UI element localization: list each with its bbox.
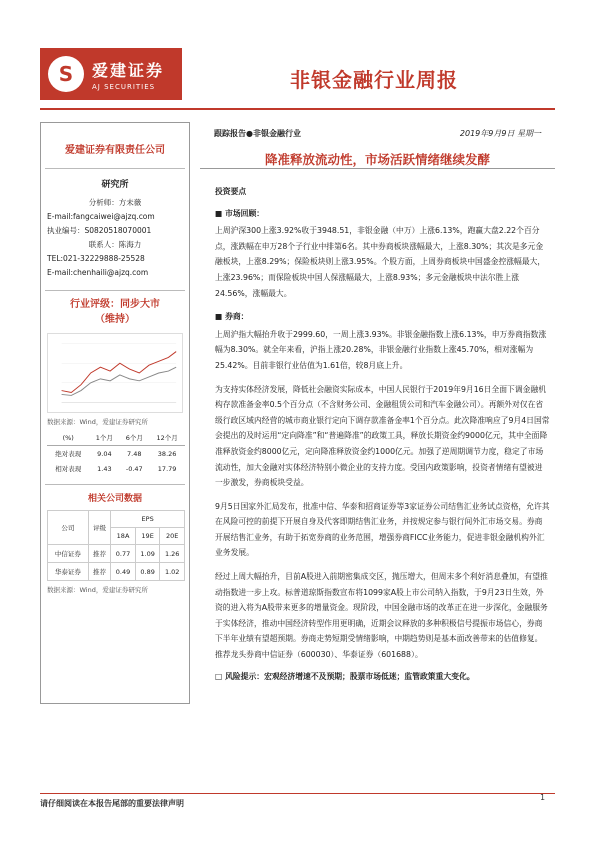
page-number: 1: [540, 793, 546, 802]
performance-chart: [47, 333, 183, 413]
headline-divider: [200, 168, 555, 169]
table-row: 相对表现 1.43 -0.47 17.79: [55, 464, 177, 473]
broker-title: ■ 券商：: [215, 312, 249, 322]
company-name: 爱建证券有限责任公司: [45, 123, 185, 169]
contact-person: 联系人：陈海力: [88, 240, 142, 249]
performance-table: (%) 1个月 6个月 12个月 绝对表现 9.04 7.48 38.26 相对表现 1.43 -0.47 17.79: [47, 430, 185, 476]
eps-source: 数据来源：Wind，爱建证券研究所: [47, 586, 148, 594]
points-title: 投资要点: [215, 187, 247, 196]
table-row: 中信证券 推荐 0.77 1.09 1.26: [48, 545, 185, 563]
analyst-name: 分析师：方未薇: [88, 198, 142, 207]
logo-name-en: AJ SECURITIES: [92, 82, 156, 91]
body-paragraph-1: 为支持实体经济发展，降低社会融资实际成本，中国人民银行于2019年9月16日全面下调金融机构存款准备金率0.5个百分点（不含财务公司、金融租赁公司和汽车金融公司）。再额外对仅在省级行政区域内经营的城市商业银行定向下调存款准备金率1个百分点。此次降准响应了9月4日国常会提出的及时运用“定向降准”和“普遍降准”的政策工具，释放长期资金约9000亿元，其中全面降准释放资金约8000亿元，定向降准释放资金约1000亿元。加强了逆周期调节力度，稳定了市场流动性，加大金融对实体经济特别小微企业的支持力度。受国内政策影响，投资者情绪有望被进一步激发，券商板块受益。: [215, 384, 550, 488]
table-row: 华泰证券 推荐 0.49 0.89 1.02: [48, 563, 185, 581]
license-number: 执业编号：S0820518070001: [47, 226, 152, 235]
body-paragraph-3: 经过上周大幅抬升，目前A股进入前期密集成交区，抛压增大，但周末多个利好消息叠加，有望推动指数进一步上攻。标普道琼斯指数宣布将1099家A股上市公司纳入指数，于9月23日生效，外资的进入将为A股带来更多的增量资金。现阶段，中国金融市场的改革正在进一步深化，金融服务于实体经济，推动中国经济转型作用更明确，近期会议释放的多种积极信号提振市场信心，券商下半年业绩有望超预期。券商走势短期受情绪影响，中期趋势则是基本面改善带来的估值修复。推荐龙头券商中信证券（600030）、华泰证券（601688）。: [215, 572, 548, 660]
report-title: 非银金融行业周报: [290, 68, 458, 92]
performance-line-b: [62, 367, 177, 395]
review-paragraph: 上周沪深300上涨3.92%收于3948.51，非银金融（中万）上涨6.13%，跑赢大盘2.22个百分点，涨跌幅在申万28个子行业中排第6名。其中券商板块涨幅最大，上涨8.30%；其次是多元金融板块，上涨8.29%；保险板块则上涨3.95%。个股方面，上周券商板块中国盛金控涨幅最大，上涨23.96%；而保险板块中国人保涨幅最大，上涨8.93%；多元金融板块中法尔胜上涨24.56%，涨幅最大。: [215, 226, 546, 298]
legal-disclaimer: 请仔细阅读在本报告尾部的重要法律声明: [40, 799, 184, 808]
logo-name-cn: 爱建证券: [92, 60, 165, 80]
related-company-title: 相关公司数据: [45, 484, 185, 504]
institute-label: 研究所: [101, 180, 129, 190]
table-row: 绝对表现 9.04 7.48 38.26: [55, 449, 177, 458]
review-title: ■ 市场回顾：: [215, 208, 265, 218]
chart-source: 数据来源：Wind，爱建证券研究所: [47, 418, 148, 426]
performance-chart-svg: [48, 334, 182, 412]
contact-email: E-mail:chenhaili@ajzq.com: [47, 268, 149, 277]
company-logo: [40, 48, 182, 100]
contact-tel: TEL:021-32229888-25528: [47, 254, 145, 263]
broker-paragraph: 上周沪指大幅抬升收于2999.60，一周上涨3.93%。非银金融指数上涨6.13%，申万券商指数涨幅为8.30%。就全年来看，沪指上涨20.28%，非银金融行业指数上涨45.70%，相对涨幅为25.42%。目前非银行业估值为1.61倍，较8月底上升。: [215, 329, 547, 370]
contact-block: [41, 190, 189, 284]
analyst-email: E-mail:fangcaiwei@ajzq.com: [47, 212, 155, 221]
sidebar: [40, 122, 190, 704]
report-headline: 降准释放流动性，市场活跃情绪继续发酵: [264, 152, 490, 167]
body-paragraph-2: 9月5日国家外汇局发布，批准中信、华泰和招商证券等3家证券公司结售汇业务试点资格，允许其在风险可控的前提下开展自身及代客即期结售汇业务，并按规定参与银行间外汇市场交易。券商开展结售汇业务，有助于拓宽券商的业务范围，增强券商FICC业务能力，促进非银金融机构外汇业务发展。: [215, 501, 550, 558]
eps-table: 公司 评级 EPS 18A 19E 20E 中信证券 推荐 0.77 1.09 1.26 华泰证券 推荐 0.49 0.89 1.02: [47, 510, 185, 581]
header-divider: [40, 108, 555, 110]
footer-divider: [40, 793, 555, 794]
report-body: [215, 184, 550, 686]
risk-warning: □ 风险提示：宏观经济增速不及预期；股票市场低迷；监管政策重大变化。: [215, 671, 475, 681]
performance-line-a: [62, 352, 177, 393]
logo-emblem-icon: S: [48, 56, 84, 92]
report-type: 跟踪报告●非银金融行业: [214, 129, 301, 138]
industry-rating: 行业评级：同步大市 （维持）: [45, 290, 185, 327]
report-date: 2019年9月9日 星期一: [459, 129, 541, 138]
